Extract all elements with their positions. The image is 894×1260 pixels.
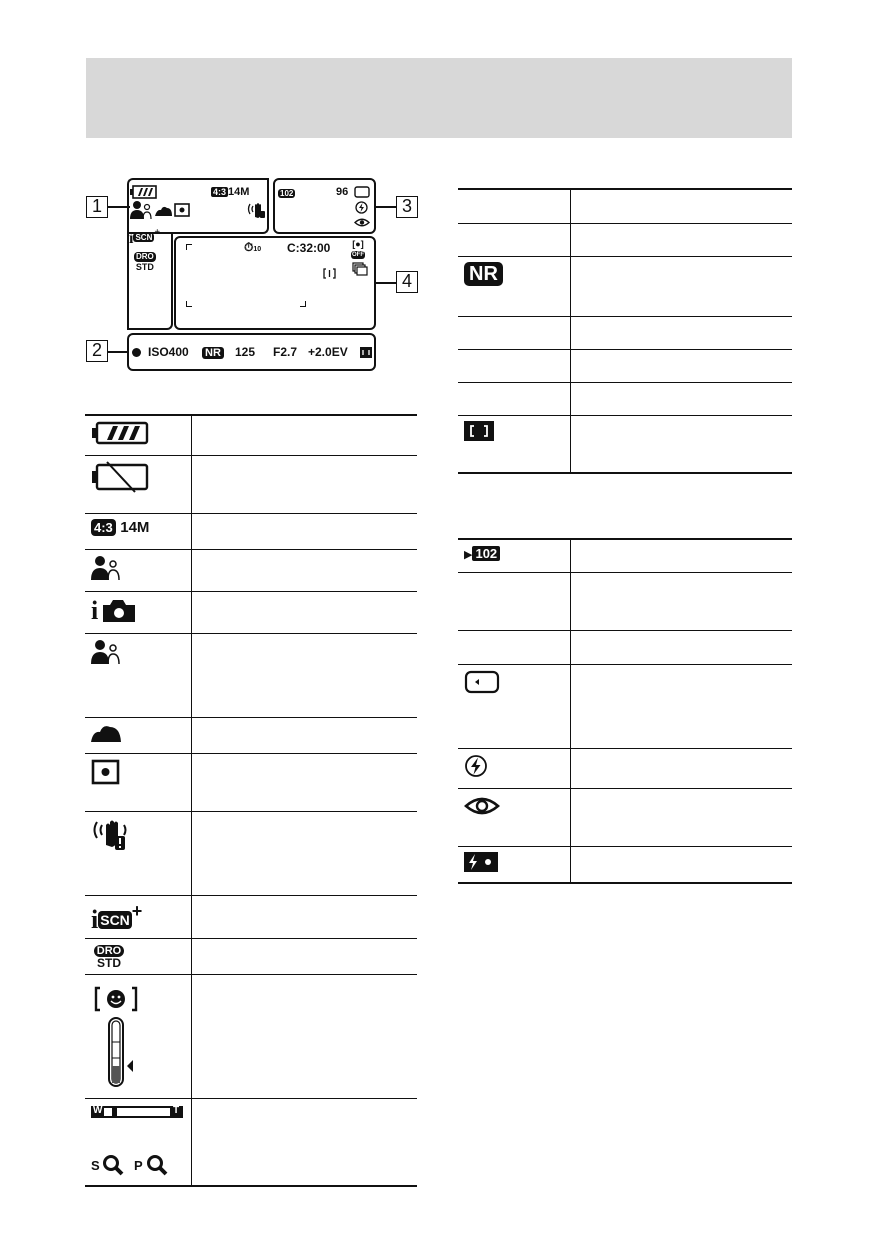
table-cell-icon (85, 1099, 191, 1187)
table-row (85, 592, 417, 634)
scene-portrait-icon (91, 555, 121, 581)
folder-number: 102 (472, 546, 500, 561)
table-cell-icon (458, 846, 570, 883)
table-cell-icon (458, 189, 570, 223)
table-cell-icon (458, 539, 570, 572)
table-row (85, 939, 417, 975)
callout-1: 1 (86, 196, 108, 218)
callout-line (108, 351, 128, 353)
spot-metering-icon (91, 759, 121, 785)
af-frame-corner (300, 301, 306, 307)
table-cell-icon (85, 975, 191, 1099)
self-timer-icon: ⏱ (244, 240, 254, 254)
play-triangle-icon: ▶ (464, 549, 473, 561)
section-header-band (86, 58, 792, 138)
memory-card-icon (354, 186, 370, 198)
table-row (85, 1099, 417, 1187)
table-cell-desc (191, 896, 417, 939)
af-frame-corner (186, 301, 192, 307)
plus-glyph: + (131, 901, 143, 921)
region-1-reference-table (85, 414, 417, 1187)
zoom-t-label: T (173, 1105, 180, 1116)
internal-memory-icon (464, 670, 500, 694)
table-row (458, 788, 792, 846)
scn-badge: SCN (100, 912, 130, 928)
table-cell-desc (570, 748, 792, 788)
table-cell-icon (458, 382, 570, 415)
image-size-indicator (211, 186, 249, 198)
table-cell-desc (191, 415, 417, 456)
dro-indicator (91, 944, 127, 969)
table-cell-desc (570, 630, 792, 664)
dro-badge: DRO (136, 252, 154, 261)
table-cell-icon (458, 316, 570, 349)
nr-badge: NR (464, 262, 503, 286)
table-cell-icon (458, 630, 570, 664)
table-cell-desc (570, 189, 792, 223)
table-row (458, 630, 792, 664)
table-row (458, 572, 792, 630)
table-cell-desc (191, 514, 417, 550)
dro-indicator (134, 250, 156, 272)
table-cell-icon (85, 592, 191, 634)
table-row (458, 846, 792, 883)
face-icon: [●] (352, 239, 364, 249)
callout-line (374, 282, 396, 284)
table-cell-desc (570, 788, 792, 846)
callout-2: 2 (86, 340, 108, 362)
aperture-value: F2.7 (273, 345, 298, 359)
smile-detection-sensitivity-icon (91, 980, 151, 1088)
dro-mode-label: STD (135, 262, 154, 272)
table-cell-desc (570, 572, 792, 630)
table-row (85, 415, 417, 456)
spot-af-frame-icon (323, 268, 336, 279)
zoom-w-label: W (93, 1105, 103, 1116)
shots-remaining: 96 (336, 186, 349, 198)
table-row (85, 456, 417, 514)
image-size-label: 14M (120, 519, 150, 536)
table-cell-icon (458, 788, 570, 846)
callout-line (374, 206, 396, 208)
table-cell-icon (458, 664, 570, 748)
recording-time: C:32:00 (287, 241, 331, 255)
dro-badge: DRO (94, 945, 124, 957)
flash-charging-icon (464, 852, 498, 872)
landscape-icon (155, 205, 173, 217)
table-cell-icon (85, 754, 191, 812)
magnifier-icon (146, 1154, 168, 1176)
svg-text:i: i (91, 597, 99, 623)
spot-metering-icon (174, 203, 190, 217)
af-frame-small-icon (360, 347, 372, 358)
zoom-bar-position (112, 1108, 117, 1116)
battery-full-icon (91, 421, 149, 445)
red-eye-icon (354, 217, 370, 228)
nr-badge: NR (202, 347, 224, 359)
table-cell-desc (191, 975, 417, 1099)
table-cell-icon (85, 718, 191, 754)
battery-empty-icon (91, 461, 149, 493)
table-cell-icon (458, 748, 570, 788)
flash-off-icon (464, 754, 488, 778)
table-cell-icon (85, 550, 191, 592)
table-row (85, 896, 417, 939)
table-cell-desc (570, 539, 792, 572)
table-cell-desc (191, 634, 417, 718)
table-cell-desc (570, 256, 792, 316)
table-cell-desc (191, 754, 417, 812)
table-cell-desc (191, 1099, 417, 1187)
table-cell-icon (85, 634, 191, 718)
table-row (458, 664, 792, 748)
table-row (458, 189, 792, 223)
region-4-box (174, 236, 376, 330)
self-timer-indicator (244, 240, 261, 255)
table-cell-icon (85, 812, 191, 896)
folder-indicator (278, 187, 295, 199)
zoom-scale-indicator (91, 1104, 183, 1180)
table-cell-desc (191, 592, 417, 634)
table-row (85, 718, 417, 754)
battery-icon (130, 185, 158, 199)
table-cell-icon (85, 939, 191, 975)
af-frame-icon (464, 421, 494, 441)
shake-warning-icon (246, 201, 266, 219)
flash-off-icon (355, 201, 368, 214)
red-eye-reduction-icon (464, 794, 500, 818)
table-row (85, 634, 417, 718)
shutter-speed: 125 (235, 345, 256, 359)
scn-badge: SCN (135, 233, 153, 242)
table-cell-icon (458, 223, 570, 256)
table-cell-icon (85, 456, 191, 514)
table-row (85, 550, 417, 592)
zoom-s-label: S (91, 1158, 100, 1173)
magnifier-icon (102, 1154, 124, 1176)
table-row (458, 382, 792, 415)
table-cell-icon (458, 349, 570, 382)
callout-4: 4 (396, 271, 418, 293)
table-cell-desc (570, 382, 792, 415)
table-cell-desc (570, 349, 792, 382)
table-row (458, 415, 792, 473)
table-cell-desc (570, 664, 792, 748)
table-cell-icon (458, 572, 570, 630)
table-cell-icon (85, 514, 191, 550)
callout-3: 3 (396, 196, 418, 218)
burst-icon (352, 262, 368, 276)
table-cell-desc (570, 223, 792, 256)
af-frame-corner (186, 244, 192, 250)
af-lock-dot-icon (132, 348, 141, 357)
aspect-badge: 4:3 (213, 187, 227, 197)
zoom-p-label: P (134, 1158, 143, 1173)
table-cell-desc (191, 550, 417, 592)
table-row (85, 812, 417, 896)
table-cell-desc (570, 846, 792, 883)
table-row (458, 539, 792, 572)
table-row (85, 514, 417, 550)
exposure-value: +2.0EV (308, 345, 348, 359)
table-row (85, 975, 417, 1099)
dro-mode-label: STD (97, 956, 121, 970)
table-row (458, 256, 792, 316)
iscn-i-glyph: i (91, 905, 99, 934)
table-cell-desc (191, 939, 417, 975)
scene-portrait-icon (130, 200, 152, 220)
scene-portrait-icon (91, 639, 121, 665)
face-off-badge: OFF (352, 252, 364, 258)
table-cell-desc (570, 316, 792, 349)
table-row (85, 754, 417, 812)
camera-shake-warning-icon (91, 817, 133, 851)
table-row (458, 223, 792, 256)
table-cell-icon (458, 415, 570, 473)
table-row (458, 349, 792, 382)
landscape-icon (91, 723, 123, 743)
table-cell-desc (191, 718, 417, 754)
table-cell-desc (570, 415, 792, 473)
table-cell-icon (85, 415, 191, 456)
nr-indicator (202, 345, 224, 359)
image-size-label: 14M (228, 186, 250, 198)
table-row (458, 748, 792, 788)
smile-shutter-off-indicator (351, 240, 365, 259)
table-cell-icon (85, 896, 191, 939)
self-timer-seconds: 10 (253, 246, 262, 253)
iscn-plus-indicator: i SCN + (129, 227, 161, 247)
table-row (458, 316, 792, 349)
aspect-badge: 4:3 (91, 519, 116, 536)
table-cell-icon (458, 256, 570, 316)
intelligent-auto-icon (91, 597, 137, 623)
folder-number: 102 (280, 189, 294, 198)
table-cell-desc (191, 456, 417, 514)
iso-value: ISO400 (148, 345, 189, 359)
region-3-reference-table (458, 538, 792, 884)
region-2-reference-table (458, 188, 792, 474)
table-cell-desc (191, 812, 417, 896)
